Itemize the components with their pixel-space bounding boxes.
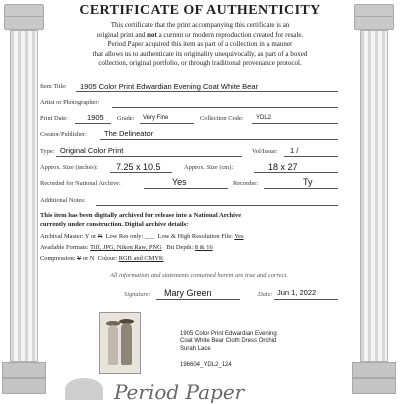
item-title-line [76,91,338,92]
bitdepth-label: Bit Depth: [166,244,194,251]
disclaimer: All information and statements contained herein are true and correct. [110,272,288,279]
lowres-value: ___ [144,233,155,240]
type-line [56,156,242,157]
size-cm-value: 18 x 27 [268,162,298,172]
item-description: 1905 Color Print Edwardian Evening Coat White Bear Cloth Dress Orchid Surah Lace [180,331,277,352]
print-date-label: Print Date: [40,115,68,122]
archive-master-row [40,233,244,240]
archive-master-label: Archival Master: [40,233,84,240]
intro-line: This certificate that the print accompanying this certificate is an [110,21,290,29]
intro-emphasis: not [147,30,157,39]
print-date-row [40,115,68,122]
lowhigh-value: Yes [234,233,244,240]
intro-text: a current or modern reproduction created for resale. [156,30,304,39]
notes-line [96,205,338,206]
artist-line [112,107,338,108]
creator-value: The Delineator [104,129,154,138]
column-plinth [352,378,396,394]
collection-code-label: Collection Code: [200,115,244,122]
recorder-line [264,188,338,189]
print-date-line [75,123,111,124]
intro-line: that allows us to authenticate its originality unequivocally, as part of a boxed [92,49,308,58]
compression-y: Y [76,255,82,262]
archive-master-y: Y [84,233,90,240]
archive-master-n: N [97,233,103,240]
certificate-title: CERTIFICATE OF AUTHENTICITY [79,3,321,18]
column-capital-lower [4,16,44,30]
recorded-value: Yes [172,177,187,187]
print-thumbnail [99,312,141,374]
recorder-label-wrap [233,180,258,187]
type-label: Type: [40,148,55,155]
recorded-row [40,180,121,187]
column-base [352,362,396,378]
size-in-value: 7.25 x 10.5 [116,162,161,172]
formats-row [40,244,213,251]
size-cm-label-wrap [184,164,233,171]
lowhigh-label: Low & High Resolution File: [157,233,233,240]
column-base [2,362,46,378]
colour-label: Colour: [97,255,118,262]
notes-label: Additional Notes: [40,197,86,204]
notes-row [40,197,86,204]
item-title-label: Item Title: [40,83,67,90]
signature-label: Signature: [124,291,151,298]
date-line [274,299,338,300]
logo-text: Period Paper [114,380,245,404]
intro-line [60,31,340,41]
date-value: Jun 1, 2022 [277,288,317,297]
grade-label-wrap [117,115,134,122]
recorded-line [144,188,228,189]
column-capital-lower [354,16,394,30]
size-cm-label: Approx. Size (cm): [184,164,234,171]
size-cm-line [254,172,338,173]
grade-label: Grade: [117,115,135,122]
vol-line [284,156,338,157]
right-column-ornament [350,0,396,400]
compression-n: N [89,255,95,262]
signature-value: Mary Green [164,288,212,298]
artist-label: Artist or Photographer: [40,99,100,106]
logo-mark [65,378,103,400]
formats-label: Available Formats: [40,244,89,251]
size-in-line [110,172,172,173]
column-shaft [10,30,38,362]
colour-value: RGB and CMYK [118,255,164,262]
bitdepth-value: 8 & 16 [194,244,213,251]
compression-or: or [82,255,89,262]
creator-row [40,131,87,138]
figure-right [121,323,132,365]
intro-text: original print and [96,30,148,39]
item-sku: 196604_YDL2_124 [180,362,232,368]
item-title-row [40,83,67,90]
archive-heading-2: currently under construction. Digital archive details: [40,221,189,228]
recorded-label: Recorded for National Archive: [40,180,121,187]
lowres-label: Low Res only: [105,233,144,240]
artist-row [40,99,99,106]
vol-value: 1 / [290,146,299,155]
intro-line: Period Paper acquired this item as part of a collection in a manner [107,40,293,49]
collection-code-label-wrap [200,115,244,122]
archive-heading-1: This item has been digitally archived for release into a National Archive [40,212,242,219]
archive-master-or: or [90,233,97,240]
vol-label: Vol/Issue: [252,148,278,155]
item-title-value: 1905 Color Print Edwardian Evening Coat White Bear [80,82,259,91]
collection-code-line [252,123,338,124]
date-label: Date: [258,291,273,298]
intro-paragraph [60,21,340,69]
type-value: Original Color Print [60,146,124,155]
grade-value: Very Fine [143,115,169,121]
formats-value: Tiff, JPG, Nikon Raw, PNG [90,244,162,251]
figure-left [108,325,118,365]
size-in-row [40,164,98,171]
type-row [40,148,54,155]
vol-label-wrap [252,148,277,155]
signature-line [156,299,240,300]
recorder-label: Recorder: [233,180,259,187]
column-shaft [360,30,388,362]
creator-line [100,139,338,140]
print-date-value: 1905 [87,113,104,122]
column-plinth [2,378,46,394]
compression-row [40,255,164,262]
creator-label: Creator/Publisher: [40,131,87,138]
recorder-value: Ty [303,177,313,187]
size-in-label: Approx. Size (inches): [40,164,98,171]
intro-line: collection, original portfolio, or through traditional provenance protocol. [98,59,302,68]
compression-label: Compression: [40,255,76,262]
grade-line [140,123,194,124]
collection-code-value: YDL2 [256,115,272,121]
